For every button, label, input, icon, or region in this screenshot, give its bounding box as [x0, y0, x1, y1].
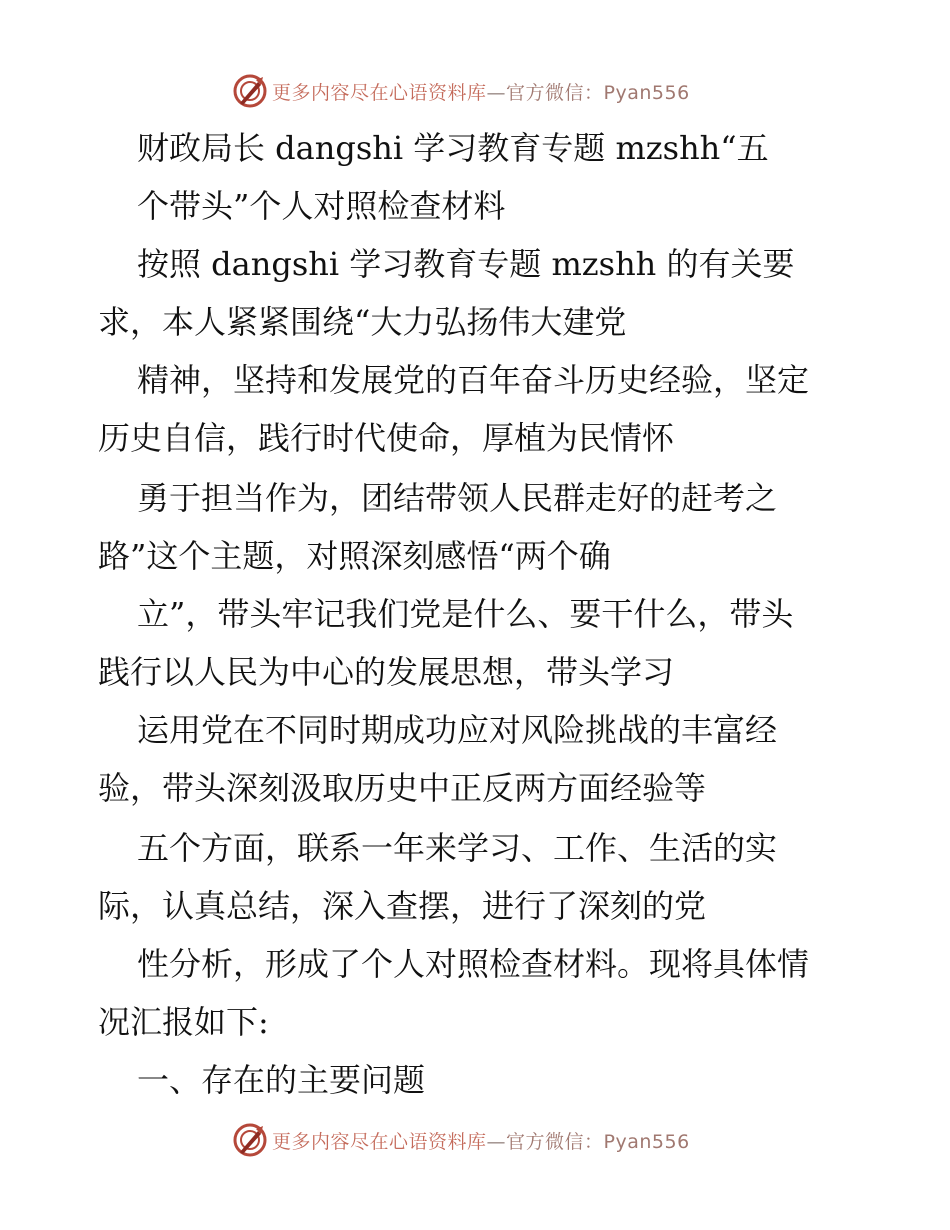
paragraph-line: 路”这个主题，对照深刻感悟“两个确: [98, 537, 611, 575]
paragraph-line: 历史自信，践行时代使命，厚植为民情怀: [98, 419, 675, 457]
banner-contact: 官方微信：Pyan556: [506, 81, 690, 104]
banner-site-name: 更多内容尽在心语资料库: [272, 81, 487, 104]
paragraph-line: 验，带头深刻汲取历史中正反两方面经验等: [98, 769, 707, 807]
paragraph-line: 精神，坚持和发展党的百年奋斗历史经验，坚定: [137, 361, 810, 399]
footer-watermark-banner: [232, 1120, 712, 1160]
banner-contact: 官方微信：Pyan556: [506, 1130, 690, 1153]
title-line-2: 个带头”个人对照检查材料: [137, 187, 506, 225]
paragraph-line: 按照 dangshi 学习教育专题 mzshh 的有关要: [137, 245, 795, 283]
paragraph-line: 践行以人民为中心的发展思想，带头学习: [98, 653, 675, 691]
paragraph-line: 际，认真总结，深入查摆，进行了深刻的党: [98, 887, 707, 925]
quill-logo-icon: [232, 73, 268, 109]
banner-label: [272, 78, 690, 105]
banner-label: [272, 1127, 690, 1154]
header-watermark-banner: [232, 71, 712, 111]
banner-dash: —: [486, 81, 507, 104]
paragraph-line: 立”，带头牢记我们党是什么、要干什么，带头: [137, 595, 794, 633]
paragraph-line: 勇于担当作为，团结带领人民群走好的赶考之: [137, 479, 778, 517]
title-line-1: 财政局长 dangshi 学习教育专题 mzshh“五: [137, 129, 769, 167]
paragraph-line: 性分析，形成了个人对照检查材料。现将具体情: [137, 945, 810, 983]
paragraph-line: 五个方面，联系一年来学习、工作、生活的实: [137, 829, 778, 867]
paragraph-line: 运用党在不同时期成功应对风险挑战的丰富经: [137, 711, 778, 749]
banner-dash: —: [486, 1130, 507, 1153]
paragraph-line: 求，本人紧紧围绕“大力弘扬伟大建党: [98, 303, 627, 341]
paragraph-line: 况汇报如下:: [98, 1003, 269, 1041]
section-heading: 一、存在的主要问题: [137, 1061, 426, 1099]
banner-site-name: 更多内容尽在心语资料库: [272, 1130, 487, 1153]
quill-logo-icon: [232, 1122, 268, 1158]
